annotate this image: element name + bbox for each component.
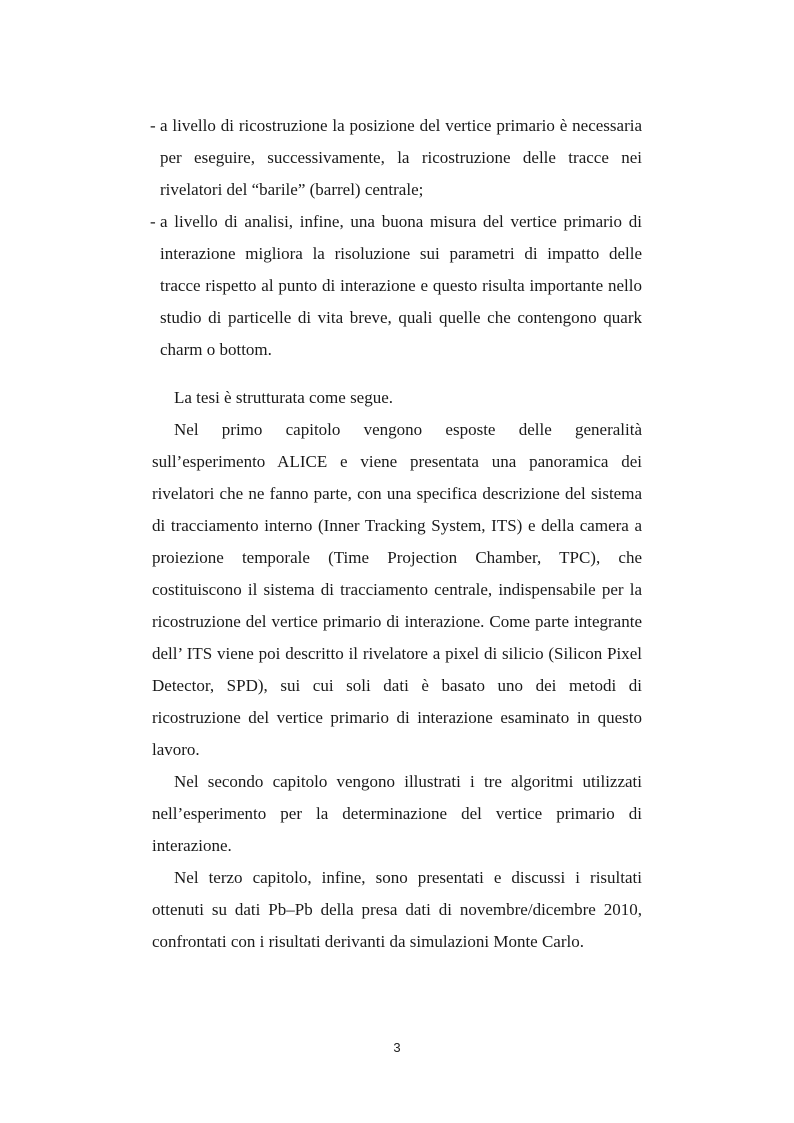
bullet-text: a livello di analisi, infine, una buona misura del vertice primario di interazione migliora la risoluzione sui parametri di impatto delle tracce rispetto al punto di interazione e questo risulta importante nello studio di particelle di vita breve, quali quelle che contengono quark charm o bottom. <box>160 212 642 359</box>
bullet-dash: - <box>150 212 156 231</box>
bullet-dash: - <box>150 116 156 135</box>
bullet-item <box>152 110 642 206</box>
paragraph: Nel terzo capitolo, infine, sono presentati e discussi i risultati ottenuti su dati Pb–Pb della presa dati di novembre/dicembre 2010, confrontati con i risultati derivanti da simulazioni Monte Carlo. <box>152 868 642 951</box>
bullet-text: a livello di ricostruzione la posizione del vertice primario è necessaria per eseguire, successivamente, la ricostruzione delle tracce nei rivelatori del “barile” (barrel) centrale; <box>160 116 642 199</box>
paragraph: Nel secondo capitolo vengono illustrati i tre algoritmi utilizzati nell’esperimento per la determinazione del vertice primario di interazione. <box>152 772 642 855</box>
paragraph: La tesi è strutturata come segue. <box>174 388 394 407</box>
body-text <box>152 110 642 958</box>
page-number: 3 <box>393 1040 401 1055</box>
bullet-item <box>152 206 642 366</box>
paragraph: Nel primo capitolo vengono esposte delle generalità sull’esperimento ALICE e viene presentata una panoramica dei rivelatori che ne fanno parte, con una specifica descrizione del sistema di tracciamento interno (Inner Tracking System, ITS) e della camera a proiezione temporale (Time Projection Chamber, TPC), che costituiscono il sistema di tracciamento centrale, indispensabile per la ricostruzione del vertice primario di interazione. Come parte integrante dell’ ITS viene poi descritto il rivelatore a pixel di silicio (Silicon Pixel Detector, SPD), sui cui soli dati è basato uno dei metodi di ricostruzione del vertice primario di interazione esaminato in questo lavoro. <box>152 420 642 759</box>
